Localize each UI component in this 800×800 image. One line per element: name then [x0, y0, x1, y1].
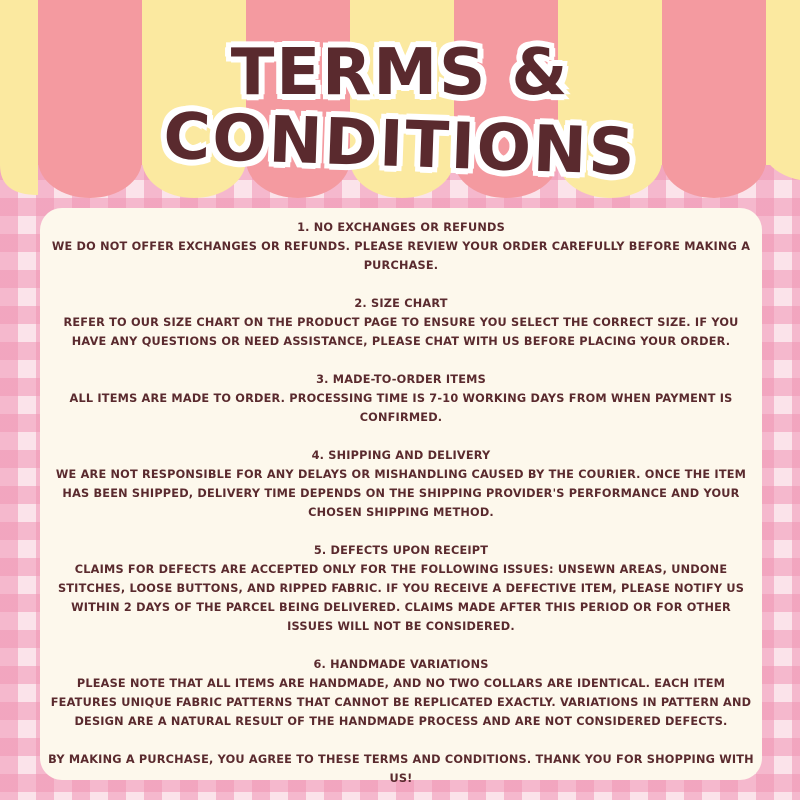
section-body: WE ARE NOT RESPONSIBLE FOR ANY DELAYS OR MISHANDLING CAUSED BY THE COURIER. ONCE THE ITEM HAS BEEN SHIPPED, DELIVERY TIME DEPENDS ON THE SHIPPING PROVIDER'S PERFORMANCE AND YOUR CHOSEN SHIPPING METHOD. [55, 468, 747, 519]
section-body: ALL ITEMS ARE MADE TO ORDER. PROCESSING TIME IS 7-10 WORKING DAYS FROM WHEN PAYMENT IS CONFIRMED. [69, 392, 733, 424]
closing-statement: BY MAKING A PURCHASE, YOU AGREE TO THESE TERMS AND CONDITIONS. THANK YOU FOR SHOPPING WITH US! [48, 753, 754, 785]
terms-section [46, 218, 756, 275]
section-body: CLAIMS FOR DEFECTS ARE ACCEPTED ONLY FOR THE FOLLOWING ISSUES: UNSEWN AREAS, UNDONE STITCHES, LOOSE BUTTONS, AND RIPPED FABRIC. IF YOU RECEIVE A DEFECTIVE ITEM, PLEASE NOTIFY US WITHIN 2 DAYS OF THE PARCEL BEING DELIVERED. CLAIMS MADE AFTER THIS PERIOD OR FOR OTHER ISSUES WILL NOT BE CONSIDERED. [57, 563, 745, 633]
terms-section [46, 655, 756, 731]
section-heading: 6. HANDMADE VARIATIONS [313, 658, 489, 671]
section-heading: 3. MADE-TO-ORDER ITEMS [316, 373, 486, 386]
title-line-2: CONDITIONS [162, 99, 638, 191]
section-heading: 5. DEFECTS UPON RECEIPT [313, 544, 489, 557]
section-body: WE DO NOT OFFER EXCHANGES OR REFUNDS. PLEASE REVIEW YOUR ORDER CAREFULLY BEFORE MAKING A PURCHASE. [51, 240, 751, 272]
section-body: REFER TO OUR SIZE CHART ON THE PRODUCT PAGE TO ENSURE YOU SELECT THE CORRECT SIZE. IF YOU HAVE ANY QUESTIONS OR NEED ASSISTANCE, PLEASE CHAT WITH US BEFORE PLACING YOUR ORDER. [63, 316, 739, 348]
terms-content [46, 218, 756, 788]
page-title [0, 36, 800, 191]
terms-section [46, 541, 756, 636]
terms-section [46, 370, 756, 427]
section-heading: 1. NO EXCHANGES OR REFUNDS [297, 221, 505, 234]
terms-section [46, 446, 756, 522]
terms-section [46, 294, 756, 351]
section-heading: 2. SIZE CHART [354, 297, 448, 310]
section-heading: 4. SHIPPING AND DELIVERY [311, 449, 491, 462]
section-body: PLEASE NOTE THAT ALL ITEMS ARE HANDMADE, AND NO TWO COLLARS ARE IDENTICAL. EACH ITEM FEATURES UNIQUE FABRIC PATTERNS THAT CANNOT BE REPLICATED EXACTLY. VARIATIONS IN PATTERN AND DESIGN ARE A NATURAL RESULT OF THE HANDMADE PROCESS AND ARE NOT CONSIDERED DEFECTS. [50, 677, 752, 728]
title-line-1: TERMS & [230, 36, 570, 110]
terms-card [40, 208, 762, 785]
